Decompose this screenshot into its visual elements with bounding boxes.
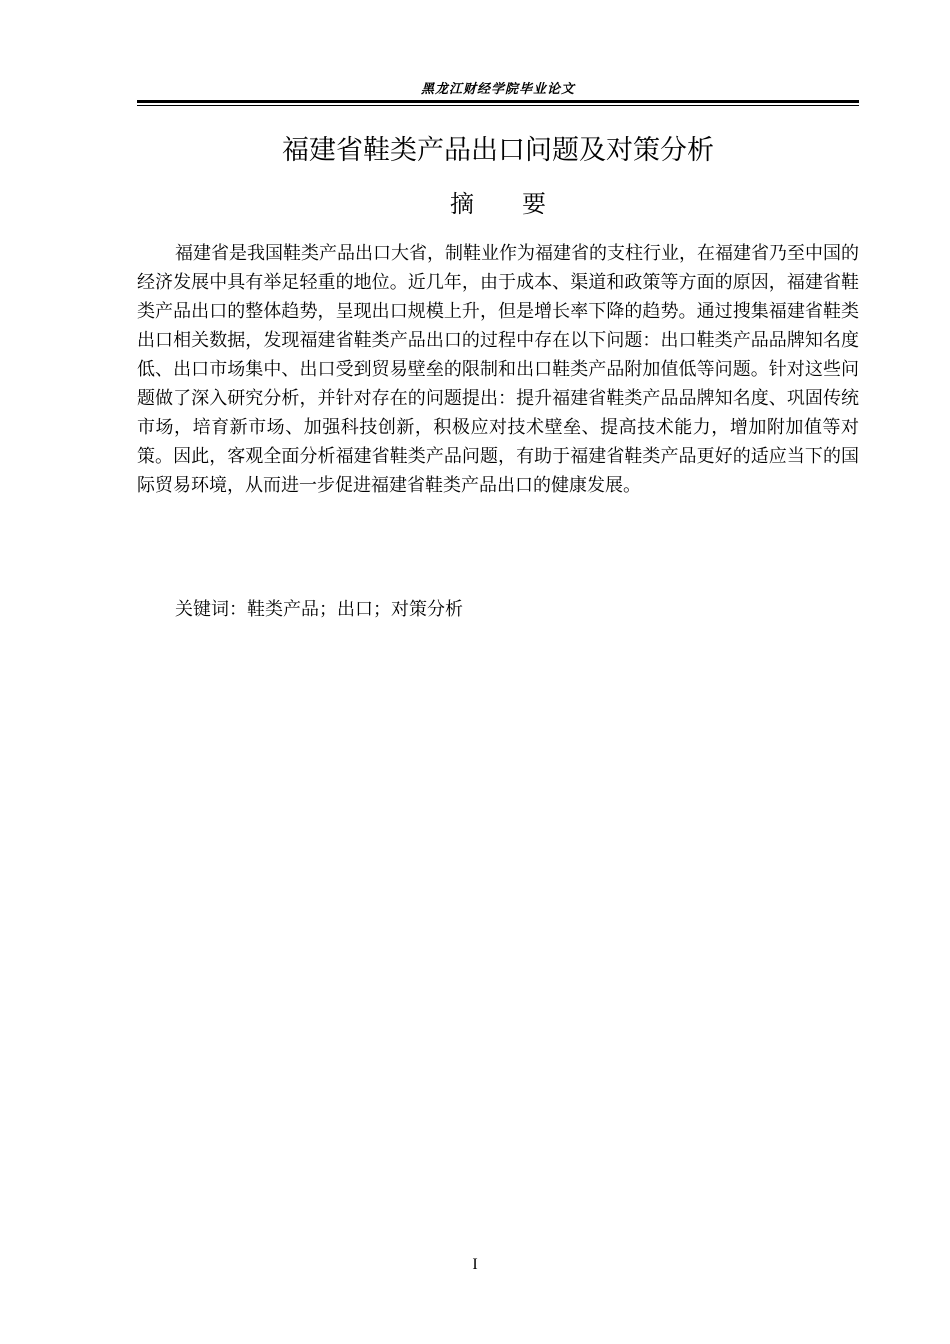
- keywords-value: 鞋类产品；出口；对策分析: [247, 599, 463, 620]
- running-header: 黑龙江财经学院毕业论文: [420, 82, 575, 97]
- abstract-paragraph: 福建省是我国鞋类产品出口大省，制鞋业作为福建省的支柱行业，在福建省乃至中国的经济发展中具有举足轻重的地位。近几年，由于成本、渠道和政策等方面的原因，福建省鞋类产品出口的整体趋势，呈现出口规模上升，但是增长率下降的趋势。通过搜集福建省鞋类出口相关数据，发现福建省鞋类产品出口的过程中存在以下问题：出口鞋类产品品牌知名度低、出口市场集中、出口受到贸易壁垒的限制和出口鞋类产品附加值低等问题。针对这些问题做了深入研究分析，并针对存在的问题提出：提升福建省鞋类产品品牌知名度、巩固传统市场，培育新市场、加强科技创新，积极应对技术壁垒、提高技术能力，增加附加值等对策。因此，客观全面分析福建省鞋类产品问题，有助于福建省鞋类产品更好的适应当下的国际贸易环境，从而进一步促进福建省鞋类产品出口的健康发展。: [137, 243, 859, 496]
- header-rule: [137, 100, 859, 103]
- keywords-label: 关键词：: [175, 599, 247, 620]
- keywords-line: [175, 596, 859, 624]
- header-rule-thin: [137, 105, 859, 106]
- document-title: 福建省鞋类产品出口问题及对策分析: [282, 135, 714, 166]
- abstract-heading: 摘要: [450, 190, 594, 218]
- page-number: I: [472, 1256, 478, 1273]
